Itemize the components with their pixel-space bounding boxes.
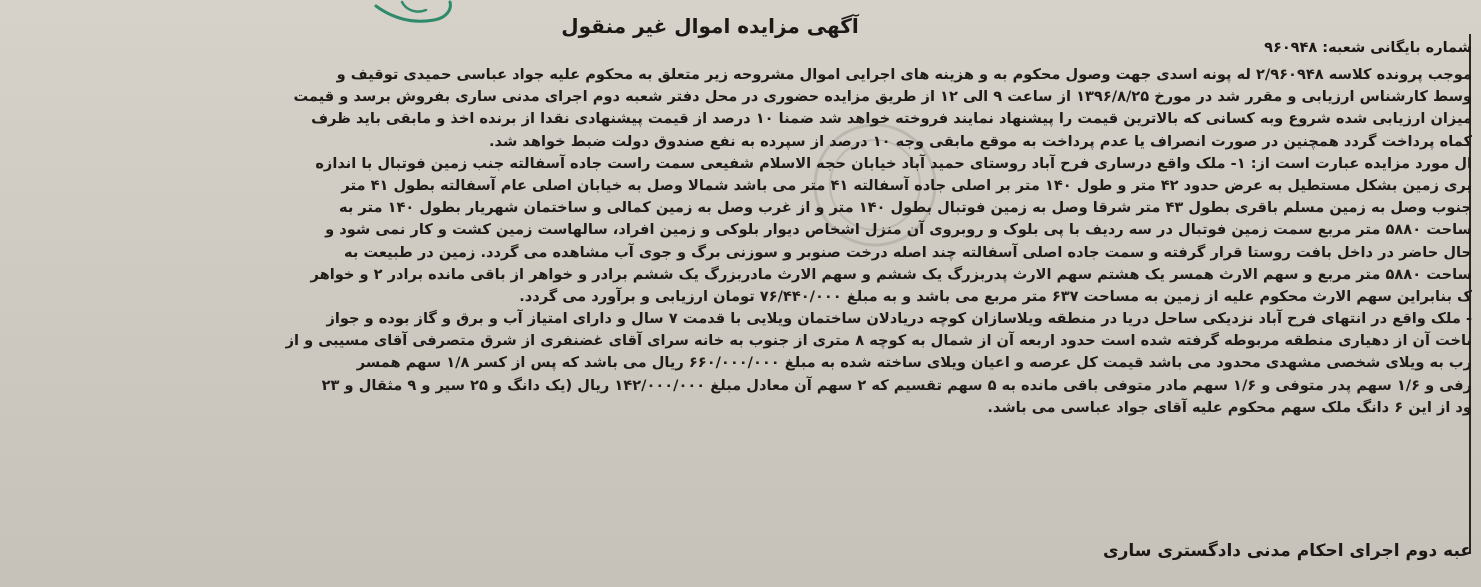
body-line: ود از این ۶ دانگ ملک سهم محکوم علیه آقای جواد عباسی می باشد. — [987, 398, 1472, 416]
body-line: ک بنابراین سهم الارث محکوم علیه از زمین به مساحت ۶۳۷ متر مربع می باشد و به مبلغ ۷۶/۴۴۰/۰۰۰ تومان ارزیابی و برآورد می گردد. — [519, 287, 1472, 305]
body-line: جنوب وصل به زمین مسلم باقری بطول ۴۳ متر شرقا وصل به زمین فوتبال بطول ۱۴۰ متر و از غرب وصل به زمین کمالی و ساختمان شهریار بطول ۱۴۰ متر به — [339, 199, 1472, 217]
body-line: حال حاضر در داخل بافت روستا قرار گرفته و سمت جاده اصلی آسفالته چند اصله درخت صنوبر و سوزنی برگ و جوی آب مشاهده می گردد. زمین در طبیعت به — [344, 243, 1472, 261]
body-line: ساحت ۵۸۸۰ متر مربع و سهم الارث همسر یک هشتم سهم الارث پدربزرگ یک ششم و سهم الارث مادربزرگ یک ششم برادر و خواهر از باقی مانده برادر ۲ و خواهر — [310, 265, 1472, 283]
body-line: وسط کارشناس ارزیابی و مقرر شد در مورخ ۱۳۹۶/۸/۲۵ از ساعت ۹ الی ۱۲ از طریق مزایده حضوری در محل دفتر شعبه دوم اجرای مدنی ساری بفروش برسد و قیمت — [293, 88, 1472, 106]
body-line: رب به ویلای شخصی مشهدی محدود می باشد قیمت کل عرصه و اعیان ویلای ساخته شده به مبلغ ۶۶۰/۰۰۰/۰۰۰ ریال می باشد که پس از کسر ۱/۸ سهم همسر — [356, 354, 1472, 372]
body-line: - ملک واقع در انتهای فرح آباد نزدیکی ساحل دریا در منطقه ویلاسازان کوچه دریادلان ساختمان ویلایی با قدمت ۷ سال و دارای امتیاز آب و برق و گاز بوده و جواز — [326, 310, 1472, 328]
body-line: ال مورد مزایده عبارت است از: ۱- ملک واقع درساری فرح آباد روستای حمید آباد خیابان حجه الاسلام شفیعی سمت راست جاده آسفالته جنب زمین فوتبال با اندازه — [315, 154, 1472, 172]
body-line: موجب پرونده کلاسه ۲/۹۶۰۹۴۸ له پونه اسدی جهت وصول محکوم به و هزینه های اجرایی اموال مشروحه زیر متعلق به محکوم علیه جواد عباسی حمیدی توقیف و — [336, 66, 1472, 83]
issuing-authority: عبه دوم اجرای احکام مدنی دادگستری ساری — [1103, 541, 1472, 561]
body-line: یری زمین بشکل مستطیل به عرض حدود ۴۲ متر و طول ۱۴۰ متر بر اصلی جاده آسفالته ۴۱ متر می باشد شمالا وصل به خیابان اصلی عام آسفالته بطول ۴۱ متر — [341, 176, 1472, 194]
body-line: میزان ارزیابی شده شروع وبه کسانی که بالاترین قیمت را پیشنهاد نمایند فروخته خواهد شد ضمنا ۱۰ درصد از قیمت پیشنهادی نقدا از برنده اخذ و مابقی باید ظرف — [311, 110, 1472, 128]
body-line: رفی و ۱/۶ سهم پدر متوفی و ۱/۶ سهم مادر متوفی باقی مانده به ۵ سهم تقسیم که ۲ سهم آن معادل مبلغ ۱۴۲/۰۰۰/۰۰۰ ریال (یک دانگ و ۲۵ سیر و ۹ مثقال و ۲۳ — [321, 376, 1472, 394]
body-line: ساحت ۵۸۸۰ متر مربع سمت زمین فوتبال در سه ردیف با پی بلوک و روبروی آن منزل اشخاص دیوار بلوکی و زمین افراد، سالهاست زمین کشت و کار نمی شود و — [325, 221, 1472, 239]
body-line: کماه پرداخت گردد همچنین در صورت انصراف یا عدم پرداخت به موقع مابقی وجه ۱۰ درصد از سپرده به نفع صندوق دولت ضبط خواهد شد. — [488, 132, 1472, 150]
notice-body — [0, 64, 1472, 419]
notice-title: آگهی مزایده اموال غیر منقول — [561, 14, 859, 38]
body-line: باخت آن از دهیاری منطقه مربوطه گرفته شده است حدود اربعه آن از شمال به کوچه ۸ متری از جنوب به خانه سرای آقای غضنفری از شرق متصرفی آقای مسیبی و از — [285, 332, 1472, 350]
archive-number: شماره بایگانی شعبه: ۹۶۰۹۴۸ — [1264, 40, 1472, 56]
